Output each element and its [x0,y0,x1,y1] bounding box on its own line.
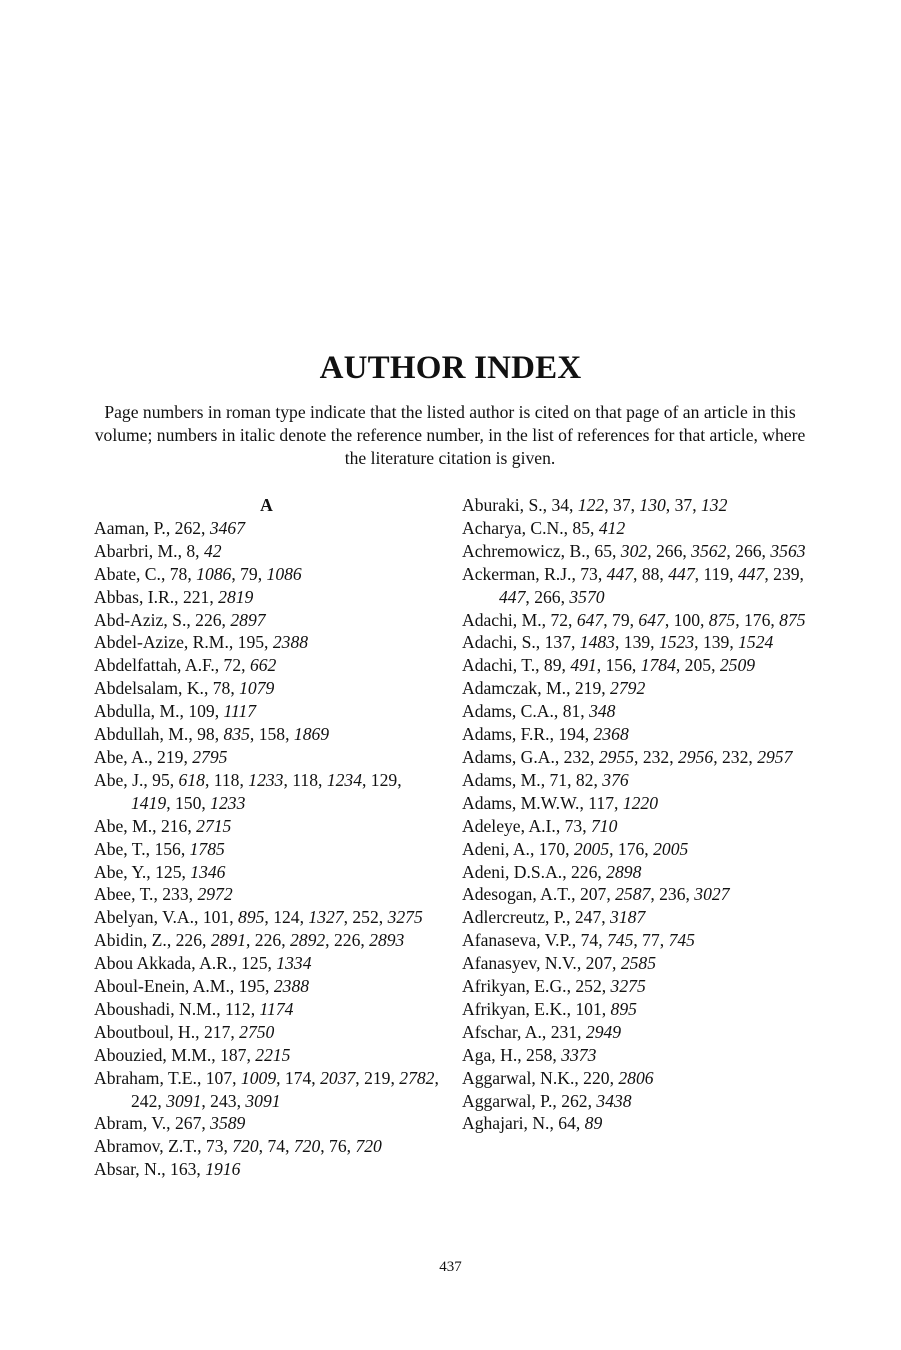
index-entry: Adeni, D.S.A., 226, 2898 [462,861,642,882]
author-name: Aboushadi, N.M. [94,998,217,1019]
reference-number: 1784 [640,655,676,676]
author-name: Aboul-Enein, A.M. [94,976,230,997]
page-ref: 219 [574,678,602,699]
index-entry: Abd-Aziz, S., 226, 2897 [94,609,266,630]
index-entry: Aggarwal, P., 262, 3438 [462,1090,632,1111]
page-ref: 89 [543,655,562,676]
reference-number: 89 [584,1113,603,1134]
page-ref: 125 [241,953,268,974]
index-column-right [462,494,812,1135]
page-ref: 239 [773,563,800,584]
page-ref: 226 [175,930,203,951]
reference-number: 2897 [230,609,266,630]
author-name: Adesogan, A.T. [462,884,572,905]
page-ref: 220 [583,1067,610,1088]
page-ref: 207 [579,884,607,905]
page-ref: 262 [174,517,202,538]
reference-number: 1233 [248,769,284,790]
page-ref: 73 [580,563,598,584]
page-ref: 100 [673,609,700,630]
reference-number: 3562 [691,540,727,561]
reference-number: 745 [606,930,634,951]
page-ref: 195 [238,976,266,997]
reference-number: 376 [602,769,629,790]
index-entry: Abarbri, M., 8, 42 [94,540,222,561]
author-name: Adams, F.R. [462,724,550,745]
page-ref: 156 [605,655,632,676]
page-number: 437 [439,1259,462,1275]
reference-number: 895 [610,998,637,1019]
index-entry: Aburaki, S., 34, 122, 37, 130, 37, 132 [462,495,728,515]
page-ref: 65 [594,540,612,561]
author-name: Adachi, S. [462,632,536,653]
reference-number: 132 [700,495,728,515]
reference-number: 1483 [579,632,615,653]
author-name: Abidin, Z. [94,930,167,951]
reference-number: 42 [203,540,222,561]
reference-number: 2949 [585,1021,622,1042]
page-ref: 119 [703,563,730,584]
page-ref: 176 [617,838,645,859]
page-ref: 118 [213,769,240,790]
index-entry: Adeni, A., 170, 2005, 176, 2005 [462,838,689,859]
author-name: Abraham, T.E. [94,1067,197,1088]
reference-number: 1009 [240,1067,277,1088]
reference-number: 2750 [239,1021,275,1042]
page-ref: 8 [186,540,196,561]
reference-number: 447 [737,563,765,584]
page-ref: 77 [642,930,660,951]
index-entry: Adams, M.W.W., 117, 1220 [462,792,658,813]
author-name: Abramov, Z.T. [94,1136,198,1157]
page-ref: 125 [155,861,182,882]
author-name: Afschar, A. [462,1021,542,1042]
page-ref: 109 [188,701,215,722]
author-name: Abdelfattah, A.F. [94,655,215,676]
author-name: Aburaki, S. [462,495,543,515]
reference-number: 3589 [210,1113,246,1134]
author-name: Abe, T. [94,838,146,859]
reference-number: 1346 [190,861,226,882]
page-title: AUTHOR INDEX [319,350,582,386]
page-ref: 219 [364,1067,391,1088]
page-ref: 233 [162,884,189,905]
reference-number: 2587 [615,884,651,905]
page-ref: 139 [623,632,651,653]
reference-number: 1916 [205,1159,241,1180]
author-name: Abbas, I.R. [94,586,175,607]
page-ref: 88 [641,563,660,584]
index-entry: Adachi, S., 137, 1483, 139, 1523, 139, 1524 [462,632,774,653]
reference-number: 1086 [266,563,302,584]
page-ref: 78 [212,678,231,699]
reference-number: 122 [577,495,605,515]
author-name: Abe, A. [94,746,149,767]
index-introduction: Page numbers in roman type indicate that the listed author is cited on that page of an article in this volume; numbers in italic denote the reference number, in the list of references for that article, where the literature citation is given. [94,402,806,468]
author-name: Adlercreutz, P. [462,907,567,928]
page-ref: 139 [702,632,730,653]
reference-number: 348 [589,701,616,722]
reference-number: 1785 [189,838,225,859]
index-entry: Adams, C.A., 81, 348 [462,701,616,722]
index-entry: Aaman, P., 262, 3467 [94,517,246,538]
page-ref: 101 [575,998,602,1019]
reference-number: 2388 [272,632,309,653]
page-ref: 72 [550,609,569,630]
reference-number: 3275 [387,907,423,928]
reference-number: 3570 [569,586,605,607]
reference-number: 1086 [196,563,232,584]
page-ref: 34 [551,495,570,515]
index-entry: Abouzied, M.M., 187, 2215 [94,1044,291,1065]
page-ref: 226 [333,930,361,951]
reference-number: 745 [668,930,695,951]
reference-number: 1117 [223,701,257,722]
author-name: Adeni, A. [462,838,530,859]
page-ref: 226 [195,609,222,630]
page-ref: 187 [220,1044,247,1065]
reference-number: 1419 [131,792,167,813]
reference-number: 2957 [757,746,793,767]
author-name: Afanaseva, V.P. [462,930,572,951]
author-name: Achremowicz, B. [462,540,586,561]
reference-number: 2509 [719,655,756,676]
page-ref: 73 [205,1136,224,1157]
index-entry: Abdel-Azize, R.M., 195, 2388 [94,632,309,653]
page-ref: 71 [549,769,568,790]
reference-number: 647 [638,609,665,630]
page-ref: 232 [722,746,749,767]
reference-number: 720 [355,1136,382,1157]
reference-number: 2819 [218,586,254,607]
index-entry: Abraham, T.E., 107, 1009, 174, 2037, 219, 2782, 242, 3091, 243, 3091 [94,1067,439,1111]
index-entry: Adachi, T., 89, 491, 156, 1784, 205, 2509 [462,655,756,676]
page-ref: 267 [174,1113,202,1134]
page-ref: 170 [538,838,566,859]
reference-number: 3027 [694,884,730,905]
reference-number: 720 [232,1136,259,1157]
reference-number: 3438 [596,1090,632,1111]
index-entry: Absar, N., 163, 1916 [94,1159,241,1180]
author-name: Abate, C. [94,563,161,584]
index-entry: Adams, M., 71, 82, 376 [462,769,629,790]
reference-number: 1233 [210,792,246,813]
page-ref: 118 [292,769,319,790]
author-name: Adamczak, M. [462,678,567,699]
reference-number: 1174 [259,998,294,1019]
reference-number: 835 [223,724,250,745]
author-name: Abdulla, M. [94,701,180,722]
reference-number: 1524 [738,632,774,653]
page-ref: 226 [254,930,282,951]
reference-number: 647 [576,609,604,630]
author-name: Abd-Aziz, S. [94,609,187,630]
index-entry: Afrikyan, E.G., 252, 3275 [462,976,646,997]
author-name: Abe, J. [94,769,144,790]
author-name: Abram, V. [94,1113,167,1134]
author-name: Abou Akkada, A.R. [94,953,233,974]
index-entry: Adamczak, M., 219, 2792 [462,678,646,699]
page-ref: 232 [642,746,670,767]
reference-number: 2368 [593,724,629,745]
index-entry: Abdelsalam, K., 78, 1079 [94,678,275,699]
reference-number: 1234 [326,769,362,790]
page-ref: 79 [612,609,630,630]
page-ref: 76 [329,1136,347,1157]
author-name: Adeleye, A.I. [462,815,556,836]
page-ref: 117 [588,792,615,813]
page-ref: 258 [526,1044,553,1065]
index-entry: Abee, T., 233, 2972 [94,884,233,905]
page-ref: 232 [563,746,591,767]
reference-number: 3275 [610,976,646,997]
reference-number: 447 [668,563,695,584]
reference-number: 2037 [320,1067,356,1088]
reference-number: 2972 [197,884,233,905]
index-entry: Abelyan, V.A., 101, 895, 124, 1327, 252, 3275 [94,907,423,928]
reference-number: 1334 [276,953,312,974]
index-entry: Aggarwal, N.K., 220, 2806 [462,1067,654,1088]
page-ref: 247 [574,907,602,928]
index-entry: Abdulla, M., 109, 1117 [94,701,257,722]
index-entry: Abou Akkada, A.R., 125, 1334 [94,953,312,974]
reference-number: 2585 [620,953,656,974]
section-letter-heading: A [260,495,273,515]
index-entry: Afschar, A., 231, 2949 [462,1021,622,1042]
index-entry: Adams, F.R., 194, 2368 [462,724,629,745]
index-entry: Afanasyev, N.V., 207, 2585 [462,953,656,974]
page-ref: 252 [352,907,379,928]
author-name: Aboutboul, H. [94,1021,196,1042]
reference-number: 447 [499,586,526,607]
reference-number: 2898 [606,861,642,882]
reference-number: 2795 [192,746,228,767]
index-entry: Abbas, I.R., 221, 2819 [94,586,254,607]
page-ref: 236 [659,884,686,905]
page-ref: 217 [203,1021,231,1042]
index-entry: Abidin, Z., 226, 2891, 226, 2892, 226, 2893 [94,930,405,951]
author-name: Adachi, M. [462,609,542,630]
page-ref: 266 [735,540,762,561]
reference-number: 720 [293,1136,321,1157]
author-name: Abdel-Azize, R.M. [94,632,229,653]
page-ref: 74 [580,930,599,951]
reference-number: 2388 [273,976,310,997]
index-entry: Aboushadi, N.M., 112, 1174 [94,998,294,1019]
author-name: Adams, M.W.W. [462,792,580,813]
page-ref: 266 [655,540,683,561]
reference-number: 447 [606,563,634,584]
reference-number: 2955 [598,746,635,767]
page-ref: 82 [575,769,594,790]
index-entry: Adachi, M., 72, 647, 79, 647, 100, 875, 176, 875 [462,609,806,630]
page-ref: 37 [674,495,693,515]
reference-number: 1327 [308,907,344,928]
index-entry: Abe, T., 156, 1785 [94,838,225,859]
index-entry: Achremowicz, B., 65, 302, 266, 3562, 266, 3563 [462,540,806,561]
page-ref: 194 [558,724,585,745]
author-name: Aggarwal, P. [462,1090,553,1111]
page-ref: 95 [152,769,170,790]
page-ref: 176 [743,609,771,630]
index-entry: Afrikyan, E.K., 101, 895 [462,998,637,1019]
author-name: Abdelsalam, K. [94,678,204,699]
author-name: Abee, T. [94,884,154,905]
author-name: Absar, N. [94,1159,162,1180]
page-ref: 242 [131,1090,158,1111]
index-entry: Abdullah, M., 98, 835, 158, 1869 [94,724,330,745]
author-name: Abdullah, M. [94,724,189,745]
reference-number: 2956 [678,746,714,767]
index-entry: Abe, Y., 125, 1346 [94,861,226,882]
index-entry: Adeleye, A.I., 73, 710 [462,815,618,836]
index-entry: Aghajari, N., 64, 89 [462,1113,603,1134]
page-ref: 205 [684,655,712,676]
reference-number: 1869 [293,724,330,745]
page-ref: 81 [562,701,581,722]
author-name: Adachi, T. [462,655,536,676]
reference-number: 2215 [255,1044,291,1065]
index-entry: Aboul-Enein, A.M., 195, 2388 [94,976,310,997]
page-ref: 219 [157,746,184,767]
author-name: Acharya, C.N. [462,517,564,538]
reference-number: 3091 [166,1090,202,1111]
page-ref: 112 [224,998,251,1019]
page-ref: 124 [273,907,300,928]
author-name: Ackerman, R.J. [462,563,572,584]
right-entry-list [462,494,812,1135]
index-entry: Aboutboul, H., 217, 2750 [94,1021,275,1042]
reference-number: 2715 [196,815,232,836]
author-name: Abelyan, V.A. [94,907,195,928]
author-name: Adams, M. [462,769,541,790]
page-ref: 64 [558,1113,576,1134]
author-name: Abe, M. [94,815,153,836]
page-ref: 137 [544,632,571,653]
index-entry: Adams, G.A., 232, 2955, 232, 2956, 232, 2957 [462,746,793,767]
reference-number: 130 [639,495,666,515]
reference-number: 2005 [653,838,689,859]
author-name: Afanasyev, N.V. [462,953,577,974]
reference-number: 1523 [658,632,695,653]
reference-number: 2782 [399,1067,435,1088]
author-name: Aaman, P. [94,517,166,538]
page-ref: 231 [550,1021,578,1042]
index-entry: Adlercreutz, P., 247, 3187 [462,907,646,928]
page-ref: 85 [572,517,591,538]
page-ref: 79 [240,563,258,584]
page-ref: 78 [169,563,188,584]
reference-number: 1220 [622,792,658,813]
page-ref: 150 [174,792,202,813]
page-ref: 129 [370,769,398,790]
index-entry: Abate, C., 78, 1086, 79, 1086 [94,563,302,584]
reference-number: 895 [238,907,265,928]
index-column-left [94,494,439,1181]
page-ref: 252 [575,976,602,997]
reference-number: 2893 [369,930,405,951]
index-entry: Afanaseva, V.P., 74, 745, 77, 745 [462,930,695,951]
page-ref: 98 [197,724,215,745]
page-ref: 73 [564,815,583,836]
reference-number: 3187 [610,907,646,928]
reference-number: 875 [779,609,806,630]
author-name: Adams, C.A. [462,701,554,722]
reference-number: 2792 [610,678,646,699]
page-ref: 107 [205,1067,233,1088]
author-name: Afrikyan, E.G. [462,976,567,997]
index-entry: Abe, J., 95, 618, 118, 1233, 118, 1234, 129, 1419, 150, 1233 [94,769,402,813]
index-entry: Abram, V., 267, 3589 [94,1113,246,1134]
author-name: Aghajari, N. [462,1113,550,1134]
page-ref: 262 [561,1090,588,1111]
page-ref: 74 [267,1136,286,1157]
index-entry: Adesogan, A.T., 207, 2587, 236, 3027 [462,884,730,905]
reference-number: 2891 [210,930,246,951]
page-ref: 174 [284,1067,312,1088]
index-entry: Abdelfattah, A.F., 72, 662 [94,655,277,676]
index-entry: Aga, H., 258, 3373 [462,1044,597,1065]
reference-number: 302 [620,540,648,561]
reference-number: 491 [570,655,597,676]
index-entry: Abe, M., 216, 2715 [94,815,232,836]
page-ref: 243 [210,1090,237,1111]
reference-number: 2806 [618,1067,654,1088]
reference-number: 3373 [561,1044,597,1065]
reference-number: 2892 [289,930,326,951]
page-ref: 158 [258,724,286,745]
reference-number: 662 [249,655,277,676]
reference-number: 618 [178,769,205,790]
page-ref: 37 [613,495,631,515]
author-name: Abouzied, M.M. [94,1044,212,1065]
reference-number: 3563 [770,540,806,561]
page-ref: 101 [202,907,230,928]
page-ref: 266 [534,586,561,607]
index-entry: Ackerman, R.J., 73, 447, 88, 447, 119, 447, 239, 447, 266, 3570 [462,563,804,607]
index-entry: Acharya, C.N., 85, 412 [462,517,626,538]
reference-number: 412 [598,517,626,538]
page-ref: 226 [570,861,598,882]
author-name: Aga, H. [462,1044,518,1065]
index-entry: Abramov, Z.T., 73, 720, 74, 720, 76, 720 [94,1136,382,1157]
reference-number: 710 [591,815,618,836]
page-ref: 156 [154,838,181,859]
reference-number: 1079 [239,678,275,699]
author-name: Adeni, D.S.A. [462,861,563,882]
page-ref: 216 [160,815,188,836]
page-ref: 221 [182,586,210,607]
page-ref: 72 [223,655,242,676]
author-name: Adams, G.A. [462,746,555,767]
reference-number: 2005 [573,838,610,859]
author-name: Aggarwal, N.K. [462,1067,575,1088]
reference-number: 3467 [209,517,246,538]
reference-number: 875 [708,609,736,630]
author-name: Afrikyan, E.K. [462,998,567,1019]
author-name: Abarbri, M. [94,540,178,561]
reference-number: 3091 [245,1090,281,1111]
page-ref: 163 [170,1159,197,1180]
left-entry-list [94,517,439,1181]
page-ref: 195 [237,632,265,653]
page-ref: 207 [585,953,613,974]
author-name: Abe, Y. [94,861,147,882]
index-entry: Abe, A., 219, 2795 [94,746,228,767]
